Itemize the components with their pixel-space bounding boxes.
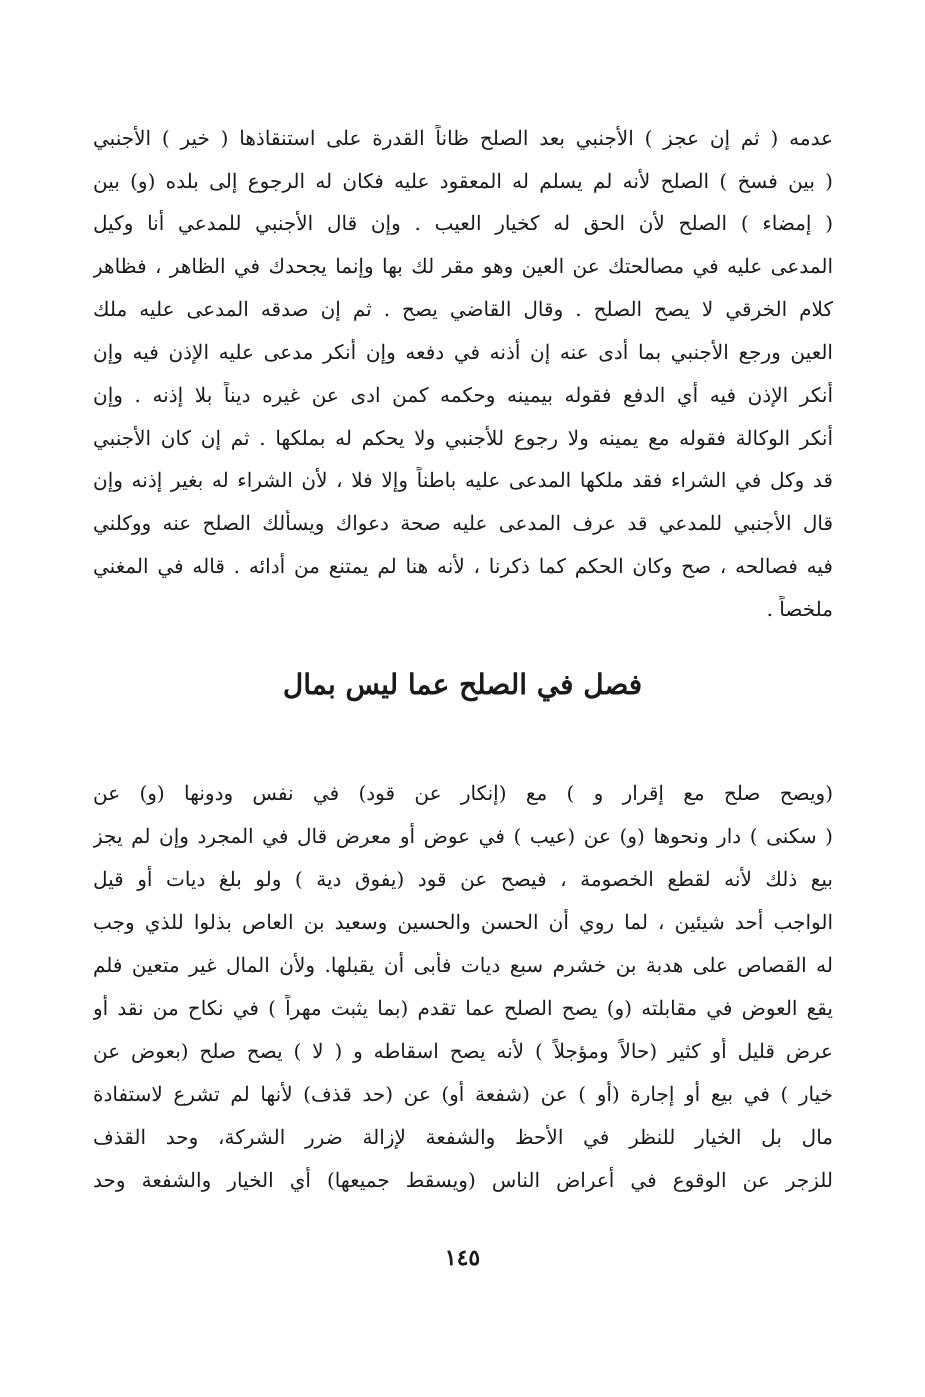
text-line: قال الأجنبي للمدعي قد عرف المدعى عليه صحة دعواك ويسألك الصلح عنه ووكلني [93,511,833,535]
text-line: قد وكل في الشراء فقد ملكها المدعى عليه باطناً وإلا فلا ، لأن الشراء له بغير إذنه وإن [93,468,833,492]
text-line: ( سكنى ) دار ونحوها (و) عن (عيب ) في عوض أو معرض قال في المجرد وإن لم يجز [93,824,833,848]
text-line: الواجب أحد شيئين ، لما روي أن الحسن والحسين وسعيد بن العاص بذلوا للذي وجب [93,910,833,934]
text-line: يقع العوض في مقابلته (و) يصح الصلح عما تقدم (بما يثبت مهراً ) في نكاح من نقد أو [93,996,833,1020]
text-line: كلام الخرقي لا يصح الصلح . وقال القاضي يصح . ثم إن صدقه المدعى عليه ملك [93,297,833,321]
text-line: بيع ذلك لأنه لقطع الخصومة ، فيصح عن قود (يفوق دية ) ولو بلغ ديات أو قيل [93,867,833,891]
text-line: فيه فصالحه ، صح وكان الحكم كما ذكرنا ، لأنه هنا لم يمتنع من أدائه . قاله في المغني [93,554,833,578]
text-line: أنكر الإذن فيه أي الدفع فقوله بيمينه وحكمه كمن ادى عن غيره ديناً بلا إذنه . وإن [93,383,833,407]
text-line: ( بين فسخ ) الصلح لأنه لم يسلم له المعقود عليه فكان له الرجوع إلى بلده (و) بين [93,169,833,193]
text-line: له القصاص على هدبة بن خشرم سبع ديات فأبى أن يقبلها. ولأن المال غير متعين فلم [93,953,833,977]
text-line: مال بل الخيار للنظر في الأحظ والشفعة لإزالة ضرر الشركة، وحد القذف [93,1125,833,1149]
text-line: (ويصح صلح مع إقرار و ) مع (إنكار عن قود) في نفس ودونها (و) عن [93,781,833,805]
text-line: ( إمضاء ) الصلح لأن الحق له كخيار العيب . وإن قال الأجنبي للمدعي أنا وكيل [93,211,833,235]
text-line: المدعى عليه في مصالحتك عن العين وهو مقر لك بها وإنما يجحدك في الظاهر ، فظاهر [93,254,833,278]
text-line: خيار ) في بيع أو إجارة (أو ) عن (شفعة أو) عن (حد قذف) لأنها لم تشرع لاستفادة [93,1082,833,1106]
text-line: أنكر الوكالة فقوله مع يمينه ولا رجوع للأجنبي ولا يحكم له بملكها . ثم إن كان الأجنبي [93,426,833,450]
text-line: العين ورجع الأجنبي بما أدى عنه إن أذنه في دفعه وإن أنكر مدعى عليه الإذن فيه وإن [93,340,833,364]
section-heading: فصل في الصلح عما ليس بمال [282,668,643,701]
text-line: للزجر عن الوقوع في أعراض الناس (ويسقط جميعها) أي الخيار والشفعة وحد [93,1168,833,1192]
text-line: عدمه ( ثم إن عجز ) الأجنبي بعد الصلح ظاناً القدرة على استنقاذها ( خير ) الأجنبي [93,126,833,150]
page-number: ١٤٥ [444,1245,481,1271]
text-line: عرض قليل أو كثير (حالاً ومؤجلاً ) لأنه يصح اسقاطه و ( لا ) يصح صلح (بعوض عن [93,1039,833,1063]
text-line: ملخصاً . [766,597,833,621]
